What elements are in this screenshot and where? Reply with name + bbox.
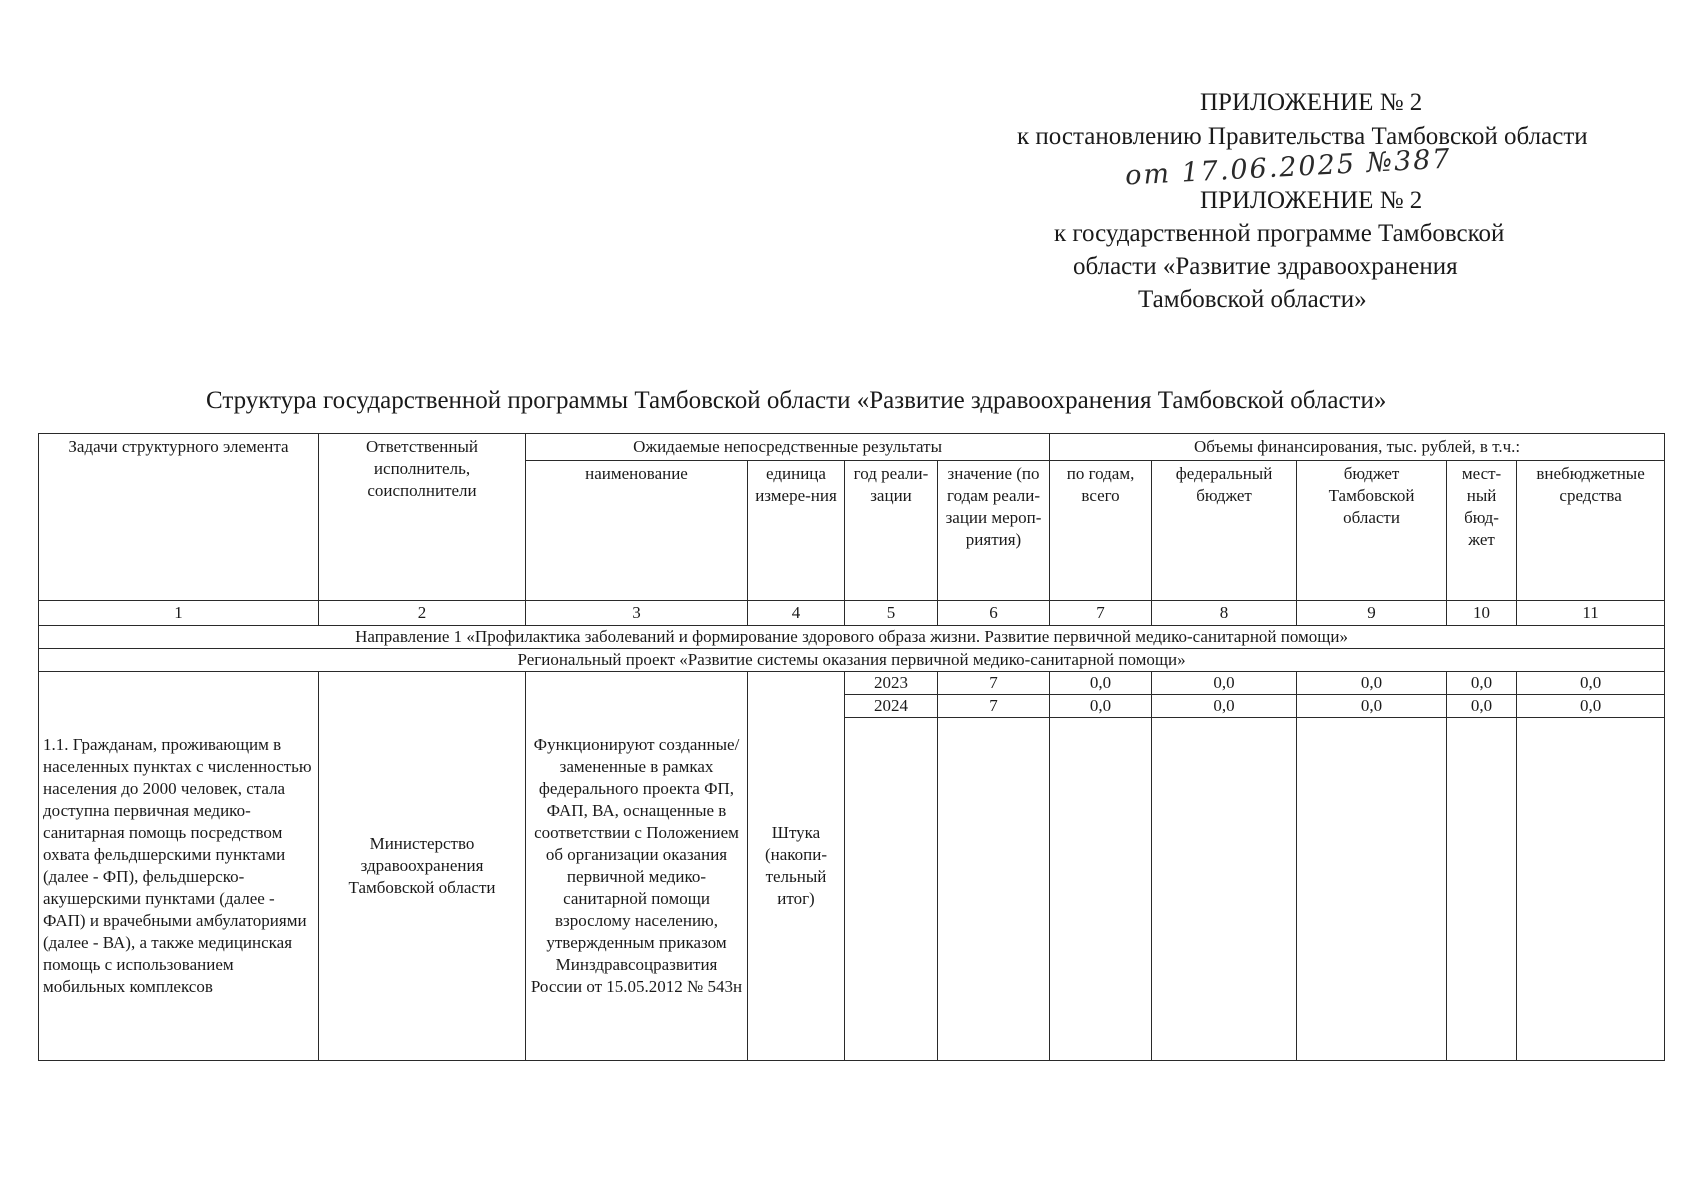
header-extrabudget: внебюджетные средства [1517,461,1665,601]
column-number: 5 [845,601,938,626]
extrabudget-cell: 0,0 [1517,672,1665,695]
header-expected-results: Ожидаемые непосредственные результаты [526,434,1050,461]
column-number: 3 [526,601,748,626]
value-cell: 7 [938,695,1050,718]
header-funding: Объемы финансирования, тыс. рублей, в т.ч.: [1050,434,1665,461]
project-row [39,649,1665,672]
document-title: Структура государственной программы Тамбовской области «Развитие здравоохранения Тамбовской области» [206,387,1387,414]
total-cell: 0,0 [1050,672,1152,695]
column-number: 1 [39,601,319,626]
program-reference-line-3: Тамбовской области» [1138,286,1367,313]
regional-cell: 0,0 [1297,672,1447,695]
empty-cell [938,718,1050,1061]
column-number: 2 [319,601,526,626]
federal-cell: 0,0 [1152,695,1297,718]
column-number: 9 [1297,601,1447,626]
direction-title: Направление 1 «Профилактика заболеваний и формирование здорового образа жизни. Развитие первичной медико-санитарной помощи» [39,626,1665,649]
header-unit: единица измере-ния [748,461,845,601]
empty-cell [1517,718,1665,1061]
program-reference-line-2: области «Развитие здравоохранения [1073,253,1458,280]
empty-cell [1447,718,1517,1061]
appendix-heading-2: ПРИЛОЖЕНИЕ № 2 [1200,187,1423,214]
program-structure-table [38,433,1665,1061]
empty-cell [1297,718,1447,1061]
header-regional: бюджет Тамбовской области [1297,461,1447,601]
year-cell: 2023 [845,672,938,695]
column-number: 8 [1152,601,1297,626]
local-cell: 0,0 [1447,672,1517,695]
decree-reference: к постановлению Правительства Тамбовской области [1017,123,1588,150]
total-cell: 0,0 [1050,695,1152,718]
year-cell: 2024 [845,695,938,718]
empty-cell [1152,718,1297,1061]
result-name-cell: Функционируют созданные/ замененные в рамках федерального проекта ФП, ФАП, ВА, оснащенные в соответствии с Положением об организации оказания первичной медико-санитарной помощи взрослому населению, утвержденным приказом Минздравсоцразвития России от 15.05.2012 № 543н [526,672,748,1061]
federal-cell: 0,0 [1152,672,1297,695]
header-executor: Ответственный исполнитель, соисполнители [319,434,526,601]
extrabudget-cell: 0,0 [1517,695,1665,718]
direction-row [39,626,1665,649]
empty-cell [845,718,938,1061]
program-reference-line-1: к государственной программе Тамбовской [1054,220,1505,247]
column-number: 4 [748,601,845,626]
header-name: наименование [526,461,748,601]
header-federal: федеральный бюджет [1152,461,1297,601]
handwritten-date-number: от 17.06.2025 №387 [1124,143,1453,192]
project-title: Региональный проект «Развитие системы оказания первичной медико-санитарной помощи» [39,649,1665,672]
header-tasks: Задачи структурного элемента [39,434,319,601]
table-row [39,672,1665,695]
appendix-heading-1: ПРИЛОЖЕНИЕ № 2 [1200,89,1423,116]
local-cell: 0,0 [1447,695,1517,718]
column-number: 6 [938,601,1050,626]
column-number: 10 [1447,601,1517,626]
regional-cell: 0,0 [1297,695,1447,718]
header-row-1 [39,434,1665,461]
header-total: по годам, всего [1050,461,1152,601]
column-number: 11 [1517,601,1665,626]
header-value: значение (по годам реали-зации мероп-риятия) [938,461,1050,601]
header-local: мест-ный бюд-жет [1447,461,1517,601]
task-cell: 1.1. Гражданам, проживающим в населенных пунктах с численностью населения до 2000 человек, стала доступна первичная медико-санитарная помощь посредством охвата фельдшерскими пунктами (далее - ФП), фельдшерско-акушерскими пунктами (далее - ФАП) и врачебными амбулаториями (далее - ВА), а также медицинская помощь с использованием мобильных комплексов [39,672,319,1061]
value-cell: 7 [938,672,1050,695]
unit-cell: Штука (накопи-тельный итог) [748,672,845,1061]
header-year: год реали-зации [845,461,938,601]
executor-cell: Министерство здравоохранения Тамбовской области [319,672,526,1061]
column-number: 7 [1050,601,1152,626]
empty-cell [1050,718,1152,1061]
column-number-row [39,601,1665,626]
